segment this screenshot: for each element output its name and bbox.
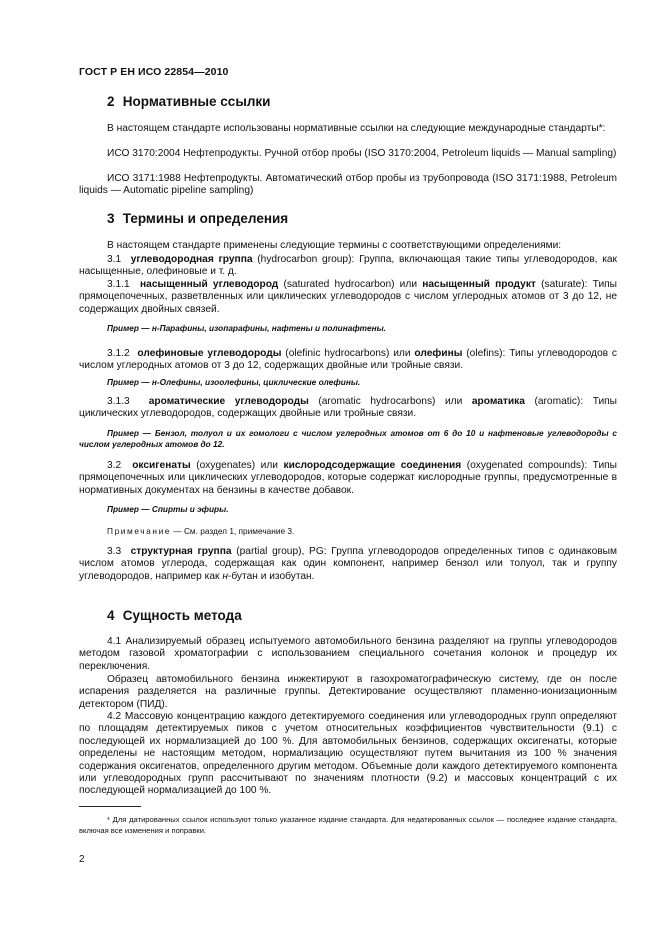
term-number: 3.1.1 xyxy=(107,279,130,290)
term-definition: (oxygenated compounds): Типы прямоцепочечных или циклических углеводородов, которые содержат кислородные группы, предусмотренные в нормативных документах на бензины в качестве добавок. xyxy=(79,460,617,496)
term-definition-end: -бутан и изобутан. xyxy=(227,570,315,582)
section-2-number: 2 xyxy=(107,94,115,109)
footnote-separator xyxy=(79,806,141,807)
paragraph-4-1-cont: Образец автомобильного бензина инжектируют в газохроматографическую систему, где он после испарения разделяется на различные группы. Детектирование осуществляют пламенно-ионизационным детектором (ПИД). xyxy=(79,674,617,710)
term-name: насыщенный углеводород xyxy=(140,279,279,290)
page-number: 2 xyxy=(79,854,85,865)
reference-iso-3171: ИСО 3171:1988 Нефтепродукты. Автоматический отбор пробы из трубопровода (ISO 3171:1988, Petroleum liquids — Automatic pipeline sampling) xyxy=(79,173,617,197)
term-synonym: кислородсодержащие соединения xyxy=(283,460,462,471)
term-number: 3.1.3 xyxy=(107,396,130,407)
paragraph-4-1: 4.1 Анализируемый образец испытуемого автомобильного бензина разделяют на группы углеводородов методом газовой хроматографии с использованием специального сочетания колонок и процедур их переключения. xyxy=(79,636,617,672)
section-4-number: 4 xyxy=(107,608,115,623)
section-2-intro: В настоящем стандарте использованы нормативные ссылки на следующие международные стандарты*: xyxy=(107,123,606,134)
term-name: оксигенаты xyxy=(132,460,191,471)
term-definition: (hydrocarbon group): Группа, включающая такие типы углеводородов, как насыщенные, олефиновые и т. д. xyxy=(79,254,618,278)
term-name: углеводородная группа xyxy=(130,254,253,265)
term-name: структурная группа xyxy=(130,546,232,557)
term-synonym: ароматика xyxy=(471,396,525,407)
note-label: Примечание xyxy=(107,526,172,536)
example-3-1-1: Пример — н-Парафины, изопарафины, нафтены и полинафтены. xyxy=(107,323,386,333)
term-connector: (saturated hydrocarbon) или xyxy=(278,279,423,290)
term-number: 3.1.2 xyxy=(107,348,130,359)
term-definition: (saturate): Типы прямоцепочечных, разветвленных или циклических углеводородов с числом углеродных атомов от 3 до 12, не содержащих двойных связей. xyxy=(79,279,617,315)
term-name: ароматические углеводороды xyxy=(148,396,309,407)
term-number: 3.3 xyxy=(107,546,122,557)
term-3-2 xyxy=(79,460,617,497)
term-definition: (aromatic): Типы циклических углеводородов, содержащих двойные или тройные связи. xyxy=(79,396,618,420)
term-3-1-3 xyxy=(79,396,617,421)
term-definition: (olefins): Типы углеводородов с числом углеродных атомов от 3 до 12, содержащих двойные или тройные связи. xyxy=(79,348,617,372)
example-3-1-2: Пример — н-Олефины, изоолефины, циклические олефины. xyxy=(107,377,361,387)
section-3-intro: В настоящем стандарте применены следующие термины с соответствующими определениями: xyxy=(107,240,562,251)
example-3-2: Пример — Спирты и эфиры. xyxy=(107,504,229,514)
example-3-1-3: Пример — Бензол, толуол и их гомологи с числом углеродных атомов от 6 до 10 и нафтеновые углеводороды с числом углеродных атомов до 12. xyxy=(79,428,617,449)
term-synonym: насыщенный продукт xyxy=(422,279,536,290)
section-2-title: Нормативные ссылки xyxy=(122,94,271,109)
running-header: ГОСТ Р ЕН ИСО 22854—2010 xyxy=(79,66,229,78)
term-connector: (olefinic hydrocarbons) или xyxy=(281,348,415,359)
term-3-1 xyxy=(79,254,617,279)
section-4-heading xyxy=(79,608,242,623)
note-text: — См. раздел 1, примечание 3. xyxy=(171,526,295,536)
term-3-1-1 xyxy=(79,279,617,316)
term-name: олефиновые углеводороды xyxy=(137,348,282,359)
section-2-heading xyxy=(79,94,270,109)
note-3 xyxy=(79,526,617,537)
term-3-1-2 xyxy=(79,348,617,373)
term-synonym: олефины xyxy=(414,348,463,359)
reference-iso-3170: ИСО 3170:2004 Нефтепродукты. Ручной отбор пробы (ISO 3170:2004, Petroleum liquids — Manual sampling) xyxy=(107,148,617,159)
section-3-number: 3 xyxy=(107,211,115,226)
term-connector: (aromatic hydrocarbons) или xyxy=(308,396,472,407)
footnote: * Для датированных ссылок используют только указанное издание стандарта. Для недатированных ссылок — последнее издание стандарта, включая все изменения и поправки. xyxy=(79,815,617,835)
section-3-title: Термины и определения xyxy=(122,211,289,226)
section-3-heading xyxy=(79,211,288,226)
term-number: 3.2 xyxy=(107,460,122,471)
term-italic-letter: н xyxy=(222,570,228,582)
term-3-3 xyxy=(79,546,617,583)
term-definition: (partial group), PG: Группа углеводородов определенных типов с одинаковым числом атомов углерода, содержащая как один компонент, например бензол или толуол, так и группу углеводородов, например как xyxy=(79,546,617,582)
section-4-title: Сущность метода xyxy=(122,608,242,623)
term-number: 3.1 xyxy=(107,254,122,265)
paragraph-4-2: 4.2 Массовую концентрацию каждого детектируемого соединения или углеводородных групп определяют по площадям детектируемых пиков с учетом относительных коэффициентов чувствительности (9.1) с последующей их нормализацией до 100 %. Для автомобильных бензинов, содержащих оксигенаты, которые определены не настоящим методом, нормализацию осуществляют путем вычитания из 100 % значения содержания оксигенатов, определенного другим методом. Объемные доли каждого детектируемого компонента или углеводородных групп рассчитывают по значениям плотности (9.2) и массовых концентраций с их последующей нормализацией до 100 %. xyxy=(79,711,617,797)
term-connector: (oxygenates) или xyxy=(190,460,284,471)
